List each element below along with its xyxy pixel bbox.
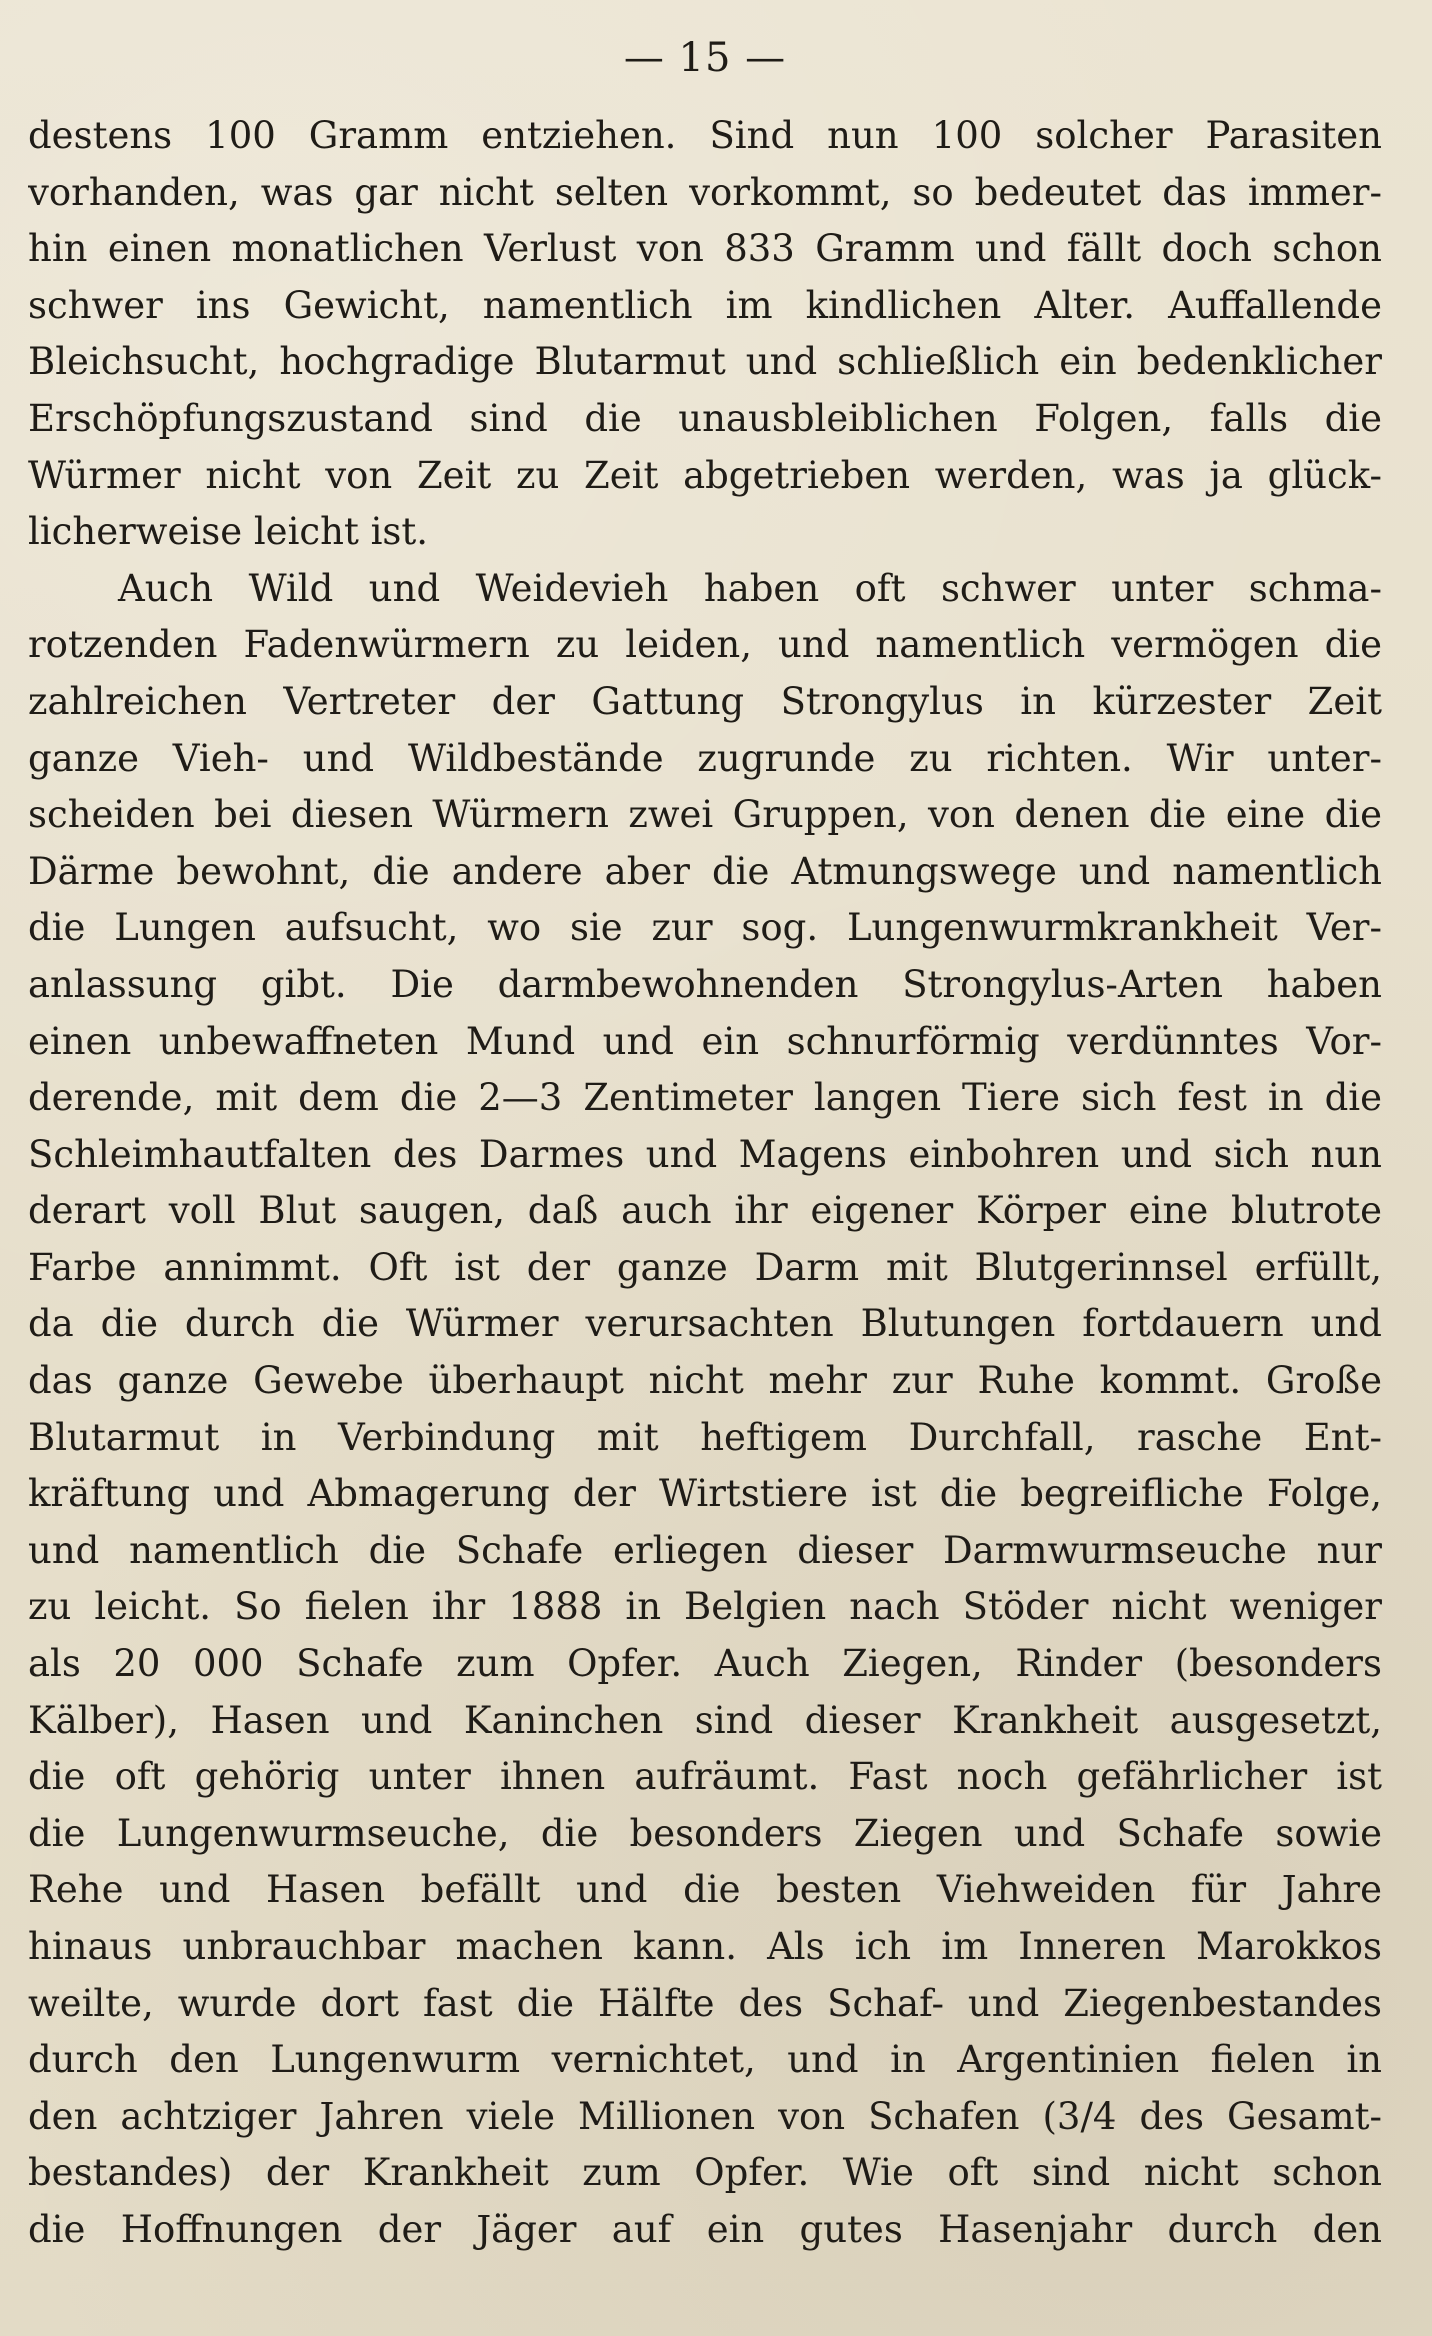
text-line: ganze Vieh- und Wildbestände zugrunde zu richten. Wir unter- xyxy=(28,736,1382,780)
text-line: derende, mit dem die 2—3 Zentimeter langen Tiere sich fest in die xyxy=(28,1076,1382,1120)
text-line: den achtziger Jahren viele Millionen von Schafen (3/4 des Gesamt- xyxy=(28,2094,1382,2138)
text-line: schwer ins Gewicht, namentlich im kindlichen Alter. Auffallende xyxy=(28,283,1382,327)
text-line: das ganze Gewebe überhaupt nicht mehr zur Ruhe kommt. Große xyxy=(28,1359,1382,1403)
text-line: destens 100 Gramm entziehen. Sind nun 100 solcher Parasiten xyxy=(28,114,1382,157)
text-line: Bleichsucht, hochgradige Blutarmut und schließlich ein bedenklicher xyxy=(28,340,1382,384)
text-line: die oft gehörig unter ihnen aufräumt. Fast noch gefährlicher ist xyxy=(28,1755,1382,1799)
text-line: einen unbewaffneten Mund und ein schnurförmig verdünntes Vor- xyxy=(28,1019,1382,1063)
text-line: licherweise leicht ist. xyxy=(28,510,429,554)
text-line: vorhanden, was gar nicht selten vorkommt, so bedeutet das immer- xyxy=(28,170,1382,214)
text-line: hin einen monatlichen Verlust von 833 Gramm und fällt doch schon xyxy=(28,227,1382,271)
text-line: zahlreichen Vertreter der Gattung Strongylus in kürzester Zeit xyxy=(28,679,1382,723)
text-line: und namentlich die Schafe erliegen dieser Darmwurmseuche nur xyxy=(28,1528,1382,1572)
text-line: Würmer nicht von Zeit zu Zeit abgetrieben werden, was ja glück- xyxy=(28,453,1382,497)
paragraph-first-line: Auch Wild und Weidevieh haben oft schwer unter schma- xyxy=(118,566,1382,610)
text-line: hinaus unbrauchbar machen kann. Als ich im Inneren Marokkos xyxy=(28,1925,1382,1968)
text-line: kräftung und Abmagerung der Wirtstiere ist die begreifliche Folge, xyxy=(28,1472,1382,1516)
text-line: als 20 000 Schafe zum Opfer. Auch Ziegen, Rinder (besonders xyxy=(28,1642,1382,1686)
text-line: durch den Lungenwurm vernichtet, und in Argentinien fielen in xyxy=(28,2038,1382,2082)
text-line: Rehe und Hasen befällt und die besten Viehweiden für Jahre xyxy=(28,1868,1382,1912)
page-header xyxy=(28,28,1382,108)
text-line: derart voll Blut saugen, daß auch ihr eigener Körper eine blutrote xyxy=(28,1189,1382,1233)
page-number: — 15 — xyxy=(623,35,787,81)
text-line: Erschöpfungszustand sind die unausbleiblichen Folgen, falls die xyxy=(28,396,1382,440)
text-line: zu leicht. So fielen ihr 1888 in Belgien nach Stöder nicht weniger xyxy=(28,1585,1382,1629)
text-line: Farbe annimmt. Oft ist der ganze Darm mit Blutgerinnsel erfüllt, xyxy=(28,1245,1382,1289)
body-text xyxy=(28,108,1382,2259)
text-line: rotzenden Fadenwürmern zu leiden, und namentlich vermögen die xyxy=(28,623,1382,667)
text-line: die Lungenwurmseuche, die besonders Ziegen und Schafe sowie xyxy=(28,1811,1382,1855)
text-line: weilte, wurde dort fast die Hälfte des Schaf- und Ziegenbestandes xyxy=(28,1981,1382,2025)
text-line: Kälber), Hasen und Kaninchen sind dieser Krankheit ausgesetzt, xyxy=(28,1698,1382,1742)
text-line: die Lungen aufsucht, wo sie zur sog. Lungenwurmkrankheit Ver- xyxy=(28,906,1382,950)
text-line: Blutarmut in Verbindung mit heftigem Durchfall, rasche Ent- xyxy=(28,1415,1382,1459)
text-line: da die durch die Würmer verursachten Blutungen fortdauern und xyxy=(28,1302,1382,1346)
text-line: Schleimhautfalten des Darmes und Magens einbohren und sich nun xyxy=(28,1132,1382,1176)
text-line: bestandes) der Krankheit zum Opfer. Wie oft sind nicht schon xyxy=(28,2151,1382,2195)
text-line: die Hoffnungen der Jäger auf ein gutes Hasenjahr durch den xyxy=(28,2207,1382,2251)
text-line: anlassung gibt. Die darmbewohnenden Strongylus-Arten haben xyxy=(28,962,1382,1006)
text-line: Därme bewohnt, die andere aber die Atmungswege und namentlich xyxy=(28,849,1382,893)
text-line: scheiden bei diesen Würmern zwei Gruppen, von denen die eine die xyxy=(28,793,1382,837)
